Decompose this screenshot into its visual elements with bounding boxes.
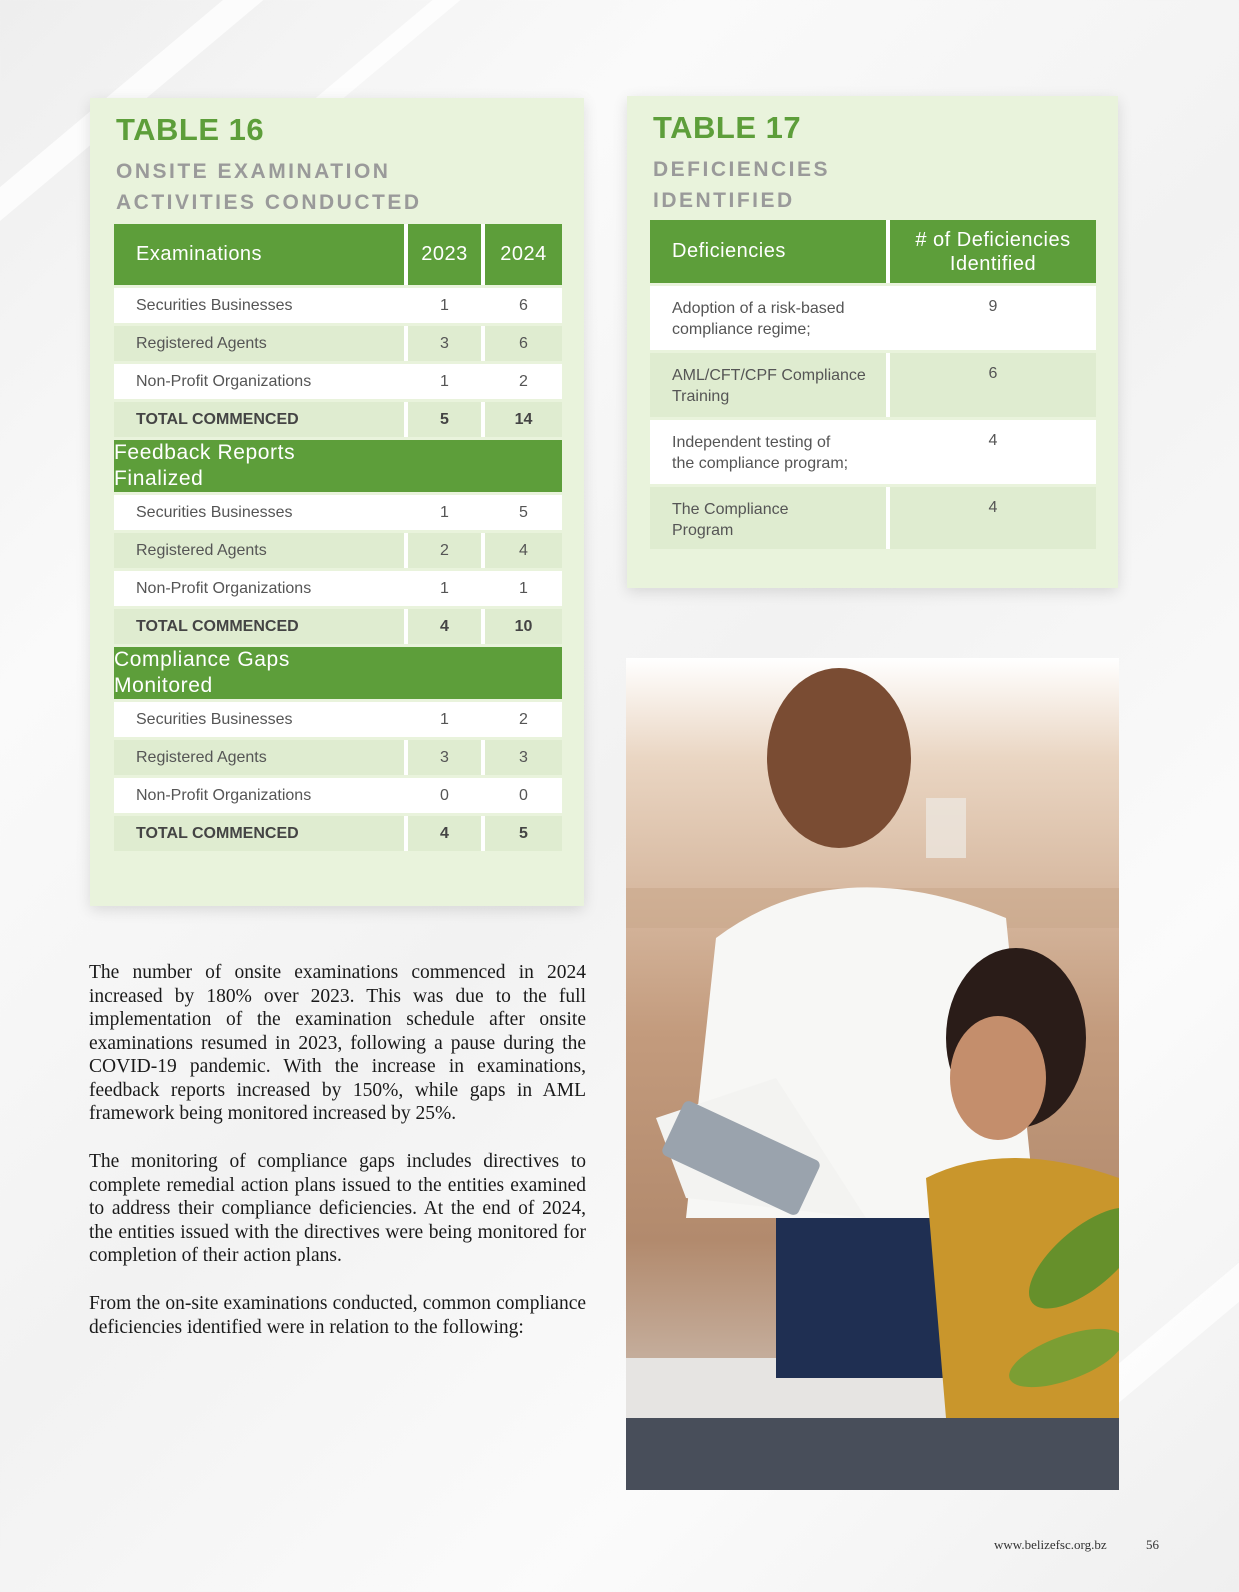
total-row: TOTAL COMMENCED 4 10 xyxy=(114,609,562,644)
table-16 xyxy=(114,221,562,854)
table-header-row xyxy=(114,224,562,285)
table-17-title: TABLE 17 xyxy=(653,110,802,145)
header-count: # of Deficiencies Identified xyxy=(890,220,1096,283)
header-2023: 2023 xyxy=(408,224,485,285)
page-number: 56 xyxy=(1146,1537,1159,1552)
table-row: AML/CFT/CPF Compliance Training 6 xyxy=(650,353,1096,417)
header-examinations: Examinations xyxy=(114,224,408,285)
table-row: Adoption of a risk-based compliance regime; 9 xyxy=(650,286,1096,350)
paragraph-compliance-gaps: The monitoring of compliance gaps includes directives to complete remedial action plans issued to the entities examined to address their compliance deficiencies. At the end of 2024, the entities issued with the directives were being monitored for completion of their action plans. xyxy=(89,1151,586,1266)
table-row: Registered Agents 3 6 xyxy=(114,326,562,361)
table-row: Registered Agents 3 3 xyxy=(114,740,562,775)
table-17 xyxy=(650,217,1096,552)
table-row: Non-Profit Organizations 0 0 xyxy=(114,778,562,813)
table-row: Registered Agents 2 4 xyxy=(114,533,562,568)
table-16-title: TABLE 16 xyxy=(116,112,265,147)
paragraph-deficiencies-intro: From the on-site examinations conducted, common compliance deficiencies identified were in relation to the following: xyxy=(89,1293,586,1338)
header-2024: 2024 xyxy=(485,224,562,285)
table-row: Non-Profit Organizations 1 2 xyxy=(114,364,562,399)
section-heading-feedback-reports: Feedback Reports Finalized xyxy=(114,440,562,492)
office-photo-illustration xyxy=(626,658,1119,1490)
table-row: Independent testing of the compliance program; 4 xyxy=(650,420,1096,484)
footer-url[interactable]: www.belizefsc.org.bz xyxy=(994,1537,1107,1552)
table-row: Securities Businesses 1 6 xyxy=(114,288,562,323)
table-row: The Compliance Program 4 xyxy=(650,487,1096,549)
total-row: TOTAL COMMENCED 5 14 xyxy=(114,402,562,437)
table-header-row xyxy=(650,220,1096,283)
paragraph-examinations-increase: The number of onsite examinations commenced in 2024 increased by 180% over 2023. This was due to the full implementation of the examination schedule after onsite examinations resumed in 2023, following a pause during the COVID-19 pandemic. With the increase in examinations, feedback reports increased by 150%, while gaps in AML framework being monitored increased by 25%. xyxy=(89,962,586,1124)
office-photo xyxy=(626,658,1119,1490)
total-row: TOTAL COMMENCED 4 5 xyxy=(114,816,562,851)
header-deficiencies: Deficiencies xyxy=(650,220,890,283)
table-16-card xyxy=(90,98,584,906)
table-row: Non-Profit Organizations 1 1 xyxy=(114,571,562,606)
table-row: Securities Businesses 1 5 xyxy=(114,495,562,530)
table-16-subtitle: ONSITE EXAMINATION ACTIVITIES CONDUCTED xyxy=(116,160,422,214)
table-17-subtitle: DEFICIENCIES IDENTIFIED xyxy=(653,158,831,212)
table-row: Securities Businesses 1 2 xyxy=(114,702,562,737)
section-heading-compliance-gaps: Compliance Gaps Monitored xyxy=(114,647,562,699)
table-17-card xyxy=(627,96,1118,588)
